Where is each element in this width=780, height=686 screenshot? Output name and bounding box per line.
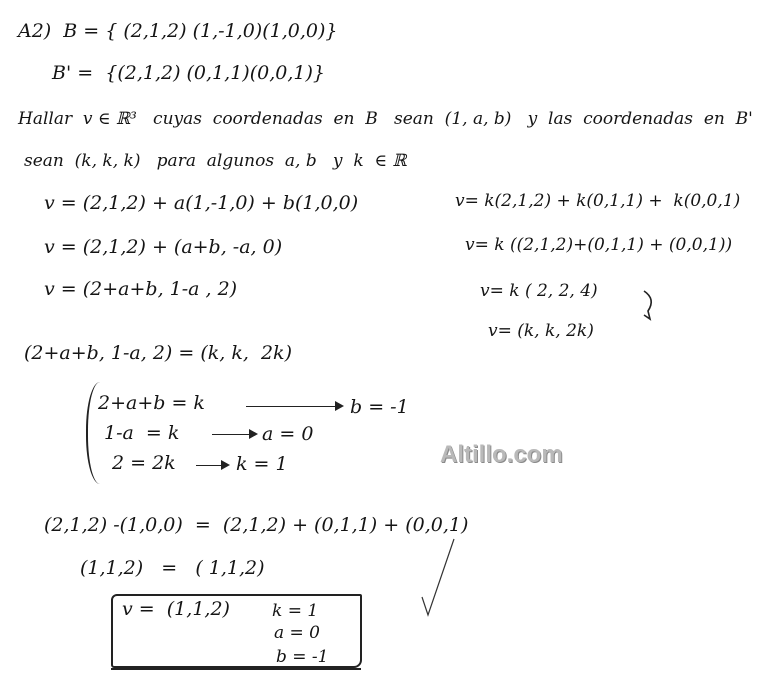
system-result-3: k = 1	[236, 453, 288, 475]
answer-underline	[111, 668, 361, 670]
answer-b: b = -1	[276, 647, 329, 667]
watermark-logo: Altillo.com	[440, 441, 563, 468]
check-line-1: (2,1,2) -(1,0,0) = (2,1,2) + (0,1,1) + (0,0,1)	[44, 514, 469, 536]
right-step-2: v= k ((2,1,2)+(0,1,1) + (0,0,1))	[465, 235, 733, 255]
statement-line-2: sean (k, k, k) para algunos a, b y k ∈ ℝ	[24, 151, 407, 171]
header-line-b: A2) B = { (2,1,2) (1,-1,0)(1,0,0)}	[18, 20, 338, 42]
left-step-3: v = (2+a+b, 1-a , 2)	[44, 278, 238, 300]
header-line-b-prime: B' = {(2,1,2) (0,1,1)(0,0,1)}	[52, 62, 325, 84]
checkmark-icon	[420, 535, 456, 619]
system-result-2: a = 0	[262, 423, 314, 445]
continuation-mark	[640, 289, 660, 323]
left-step-1: v = (2,1,2) + a(1,-1,0) + b(1,0,0)	[44, 192, 359, 214]
system-eq-3: 2 = 2k	[112, 452, 176, 474]
system-eq-2: 1-a = k	[104, 422, 180, 444]
right-step-3: v= k ( 2, 2, 4)	[480, 281, 598, 301]
system-arrow-1	[246, 406, 342, 407]
system-arrow-2	[212, 434, 256, 435]
right-step-1: v= k(2,1,2) + k(0,1,1) + k(0,0,1)	[455, 191, 741, 211]
system-result-1: b = -1	[350, 396, 409, 418]
statement-line-1: Hallar v ∈ ℝ³ cuyas coordenadas en B sean (1, a, b) y las coordenadas en B'	[18, 109, 753, 129]
system-eq-1: 2+a+b = k	[98, 392, 205, 414]
equate-line: (2+a+b, 1-a, 2) = (k, k, 2k)	[24, 342, 292, 364]
left-step-2: v = (2,1,2) + (a+b, -a, 0)	[44, 236, 283, 258]
answer-k: k = 1	[272, 601, 319, 621]
right-step-4: v= (k, k, 2k)	[488, 321, 594, 341]
system-arrow-3	[196, 465, 228, 466]
answer-a: a = 0	[274, 623, 321, 643]
answer-vector: v = (1,1,2)	[122, 598, 230, 620]
check-line-2: (1,1,2) = ( 1,1,2)	[80, 557, 265, 579]
